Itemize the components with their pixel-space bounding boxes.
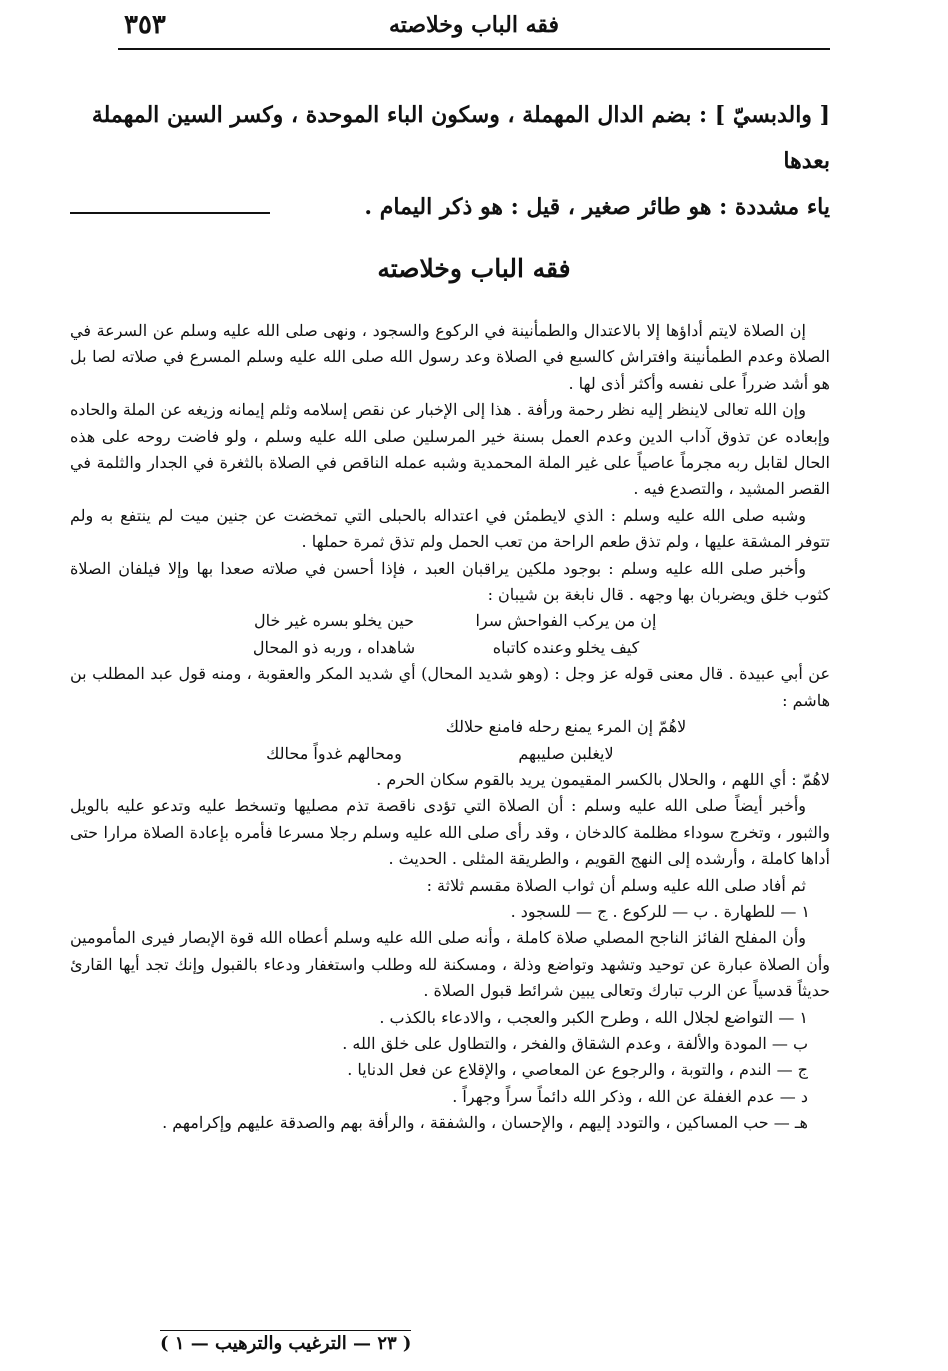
verse-hemistich: كيف يخلو وعنده كاتباه	[492, 637, 640, 657]
footnote	[70, 92, 830, 230]
list-item: ب — المودة والألفة ، وعدم الشقاق والفخر ، والتطاول على خلق الله .	[342, 1033, 808, 1053]
verse-hemistich: لايغلبن صليبهم	[518, 743, 614, 763]
footnote-line: [ والدبسيّ ] : بضم الدال المهملة ، وسكون الباء الموحدة ، وكسر السين المهملة بعدها	[91, 102, 830, 174]
paragraph: إن الصلاة لايتم أداؤها إلا بالاعتدال والطمأنينة في الركوع والسجود ، ونهى صلى الله عليه وسلم عن السرعة في الصلاة وعدم الطمأنينة وافتراش كالسبع في الصلاة وعد رسول الله صلى الله عليه وسلم المسرع في صلاته لصا بل هو أشد ضرراً على نفسه وأكثر أذى لها .	[70, 321, 830, 393]
paragraph: وأخبر أيضاً صلى الله عليه وسلم : أن الصلاة التي تؤدى ناقصة تذم مصليها وتسخط عليه وتدعو عليه بالويل والثبور ، وتخرج سوداء مظلمة كالدخان ، وقد رأى صلى الله عليه وسلم رجلا مسرعا فأمره بإعادة الصلاة مرارا حتى أداها كاملة ، وأرشده إلى النهج القويم ، والطريقة المثلى . الحديث .	[70, 796, 830, 869]
footnote-line: ياء مشددة : هو طائر صغير ، قيل : هو ذكر اليمام .	[364, 194, 830, 220]
paragraph: ١ — للطهارة . ب — للركوع . ج — للسجود .	[510, 901, 810, 921]
list-item: ١ — التواضع لجلال الله ، وطرح الكبر والعجب ، والادعاء بالكذب .	[379, 1007, 808, 1027]
section-title: فقه الباب وخلاصته	[377, 254, 571, 283]
running-header	[118, 8, 830, 50]
paragraph: وإن الله تعالى لاينظر إليه نظر رحمة ورأفة . هذا إلى الإخبار عن نقص إسلامه وثلم إيمانه وزيغه عن الملة والحاده وإبعاده عن تذوق آداب الدين وعدم العمل بسنة خير المرسلين صلى الله عليه وسلم ، ولو فاضت روحه على هذه الحال لقابل ربه مجرماً عاصياً على غير الملة المحمدية وشبه عمله الناقص في الصلاة بالثغرة في الجدار والثلمة في القصر المشيد ، والتصدع فيه .	[70, 400, 830, 499]
verse-hemistich	[214, 714, 404, 740]
paragraph: وأخبر صلى الله عليه وسلم : بوجود ملكين يراقبان العبد ، فإذا أحسن في صلاته صعدا بها وإلا فيلفان الصلاة كثوب خلق ويضربان بها وجهه . قال نابغة بن شيبان :	[70, 558, 830, 605]
verse-hemistich: شاهداه ، وربه ذو المحال	[252, 637, 416, 657]
footnote-separator	[70, 212, 270, 214]
paragraph: لاهُمّ : أي اللهم ، والحلال بالكسر المقيمون يريد بالقوم سكان الحرم .	[376, 769, 830, 789]
verse-line	[70, 608, 830, 634]
running-title: فقه الباب وخلاصته	[388, 12, 560, 38]
verse-hemistich: إن من يركب الفواحش سرا	[475, 611, 657, 631]
list-item: هـ — حب المساكين ، والتودد إليهم ، والإحسان ، والشفقة ، والرأفة بهم والصدقة عليهم وإكرامهم .	[162, 1113, 808, 1133]
list-item: ج — الندم ، والتوبة ، والرجوع عن المعاصي ، والإقلاع عن فعل الدنايا .	[347, 1060, 808, 1080]
verse-hemistich: لاهُمّ إن المرء يمنع رحله فامنع حلالك	[445, 717, 687, 737]
verse-line	[70, 714, 830, 740]
verse-line	[70, 635, 830, 661]
paragraph: وأن المفلح الفائز الناجح المصلي صلاة كاملة ، وأنه صلى الله عليه وسلم أعطاه الله قوة الإبصار فيرى المأمومين وأن الصلاة عبارة عن توحيد وتشهد وتواضع وذلة ، ومسكنة لله وطلب واستغفار ودعاء بالقبول وإنك تجد أيها القارئ حديثاً قدسياً عن الرب تبارك وتعالى يبين شرائط قبول الصلاة .	[70, 928, 831, 1001]
page-number: ٣٥٣	[124, 10, 166, 40]
verse-hemistich: ومحالهم غدواً محالك	[266, 743, 402, 763]
paragraph: ثم أفاد صلى الله عليه وسلم أن ثواب الصلاة مقسم ثلاثة :	[426, 875, 806, 895]
footer-note: ( ٢٣ — الترغيب والترهيب — ١ )	[160, 1330, 411, 1354]
verse-line	[70, 741, 830, 767]
paragraph: وشبه صلى الله عليه وسلم : الذي لايطمئن في اعتداله بالحبلى التي تمخضت عن جنين ميت لم ينتفع به ولم تتوفر المشقة عليها ، ولم تذق طعم الراحة من تعب الحمل ولم تذق ثمرة حملها .	[70, 505, 830, 552]
list-item: د — عدم الغفلة عن الله ، وذكر الله دائماً سراً وجهراً .	[452, 1086, 808, 1106]
verse-hemistich: حين يخلو بسره غير خال	[254, 611, 414, 631]
body-text	[70, 318, 830, 1137]
paragraph: عن أبي عبيدة . قال معنى قوله عز وجل : (وهو شديد المحال) أي شديد المكر والعقوبة ، ومنه قول عبد المطلب بن هاشم :	[70, 664, 830, 710]
